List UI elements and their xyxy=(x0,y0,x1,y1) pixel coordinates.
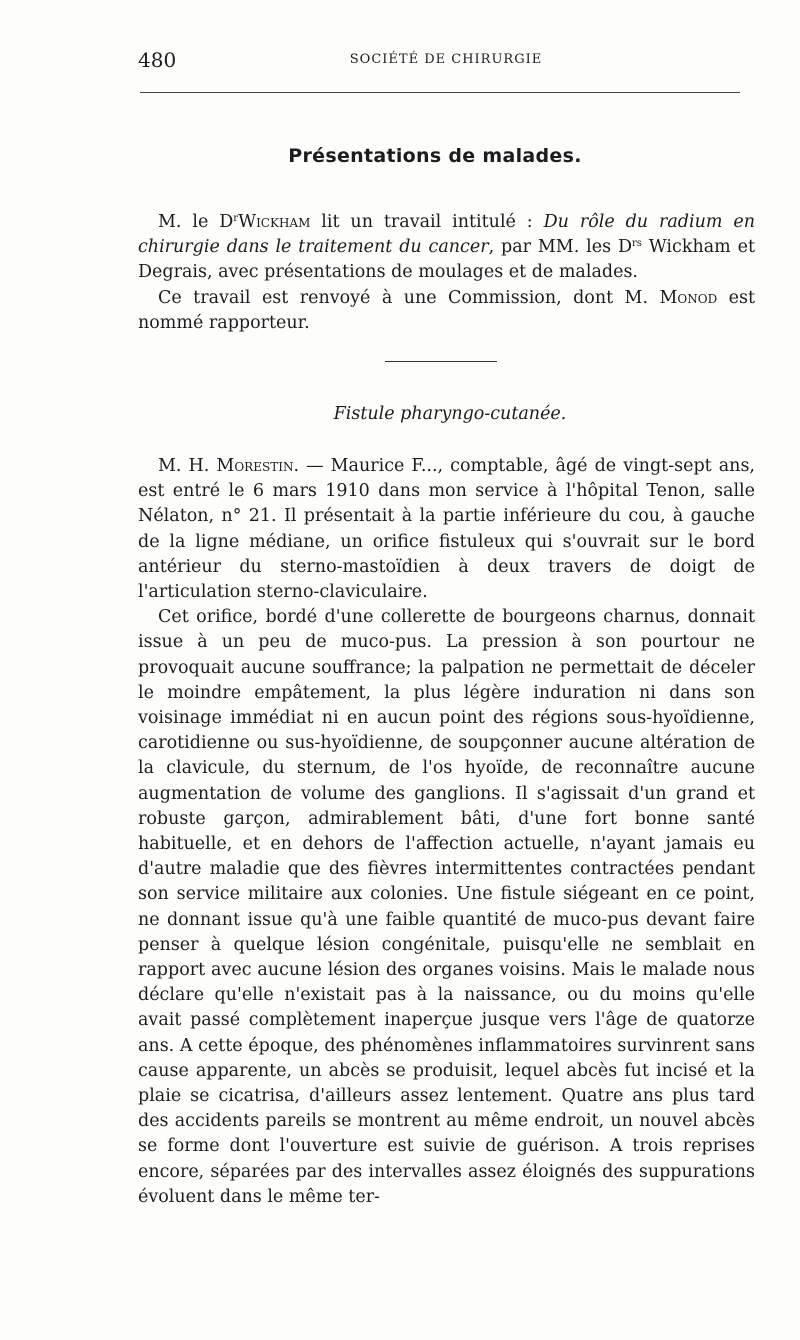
case-paragraph-2: Cet orifice, bordé d'une collerette de bourgeons charnus, donnait issue à un peu de muco-pus. La pression à son pourtour ne provoquait aucune souffrance; la palpation ne permettait de déceler le moindre empâtement, la plus légère induration ni dans son voisinage immédiat ni en aucun point des régions sous-hyoïdienne, carotidienne ou sus-hyoïdienne, de soupçonner aucune altération de la clavicule, du sternum, de l'os hyoïde, de reconnaître aucune augmentation de volume des ganglions. Il s'agissait d'un grand et robuste garçon, admirablement bâti, d'une fort bonne santé habituelle, et en dehors de l'affection actuelle, n'ayant jamais eu d'autre maladie que des fièvres intermittentes contractées pendant son service militaire aux colonies. Une fistule siégeant en ce point, ne donnant issue qu'à une faible quantité de muco-pus devant faire penser à quelque lésion congénitale, puisqu'elle ne semblait en rapport avec aucune lésion des organes voisins. Mais le malade nous déclare qu'elle n'existait pas à la naissance, ou du moins qu'elle avait passé complètement inaperçue jusque vers l'âge de quatorze ans. A cette époque, des phénomènes inflammatoires survinrent sans cause apparente, un abcès se produisit, lequel abcès fut incisé et la plaie se cicatrisa, d'ailleurs assez lentement. Quatre ans plus tard des accidents pareils se montrent au même endroit, un nouvel abcès se forme dont l'ouverture est suivie de guérison. A trois reprises encore, séparées par des intervalles assez éloignés des suppurations évoluent dans le même ter- xyxy=(138,607,755,1207)
referral-start: Ce travail est renvoyé à une Commission, dont M. xyxy=(158,287,660,308)
referral-end: est nommé rapporteur. xyxy=(138,287,755,333)
header-rule xyxy=(140,92,740,93)
case-paragraph-1 xyxy=(138,454,755,605)
referral-name: Monod xyxy=(659,287,718,308)
presentation-verb: lit un travail intitulé : xyxy=(310,212,544,232)
speaker-name: Wickham xyxy=(238,212,311,232)
referral-paragraph xyxy=(138,286,755,336)
running-header xyxy=(138,48,754,72)
case-author-name: Morestin xyxy=(216,456,294,476)
page-number: 480 xyxy=(138,48,177,72)
speaker-prefix: M. le D xyxy=(158,212,234,232)
case-paragraph-1-text: . — Maurice F..., comptable, âgé de vingt-sept ans, est entré le 6 mars 1910 dans mon service à l'hôpital Tenon, salle Nélaton, n° 21. Il présentait à la partie inférieure du cou, à gauche de la ligne médiane, un orifice fistuleux qui s'ouvrait sur le bord antérieur du sterno-mastoïdien à deux travers de doigt de l'articulation sterno-claviculaire. xyxy=(138,456,755,603)
work-title: Du rôle du radium en chirurgie dans le traitement du cancer xyxy=(138,212,755,258)
case-author-prefix: M. H. xyxy=(158,456,217,476)
presentation-block xyxy=(138,210,755,336)
authors: Wickham et Degrais, avec présentations de moulages et de malades. xyxy=(138,237,755,283)
speaker-title-sup: r xyxy=(233,213,239,224)
section-title: Présentations de malades. xyxy=(288,145,582,167)
section-divider xyxy=(385,361,497,362)
case-subtitle: Fistule pharyngo-cutanée. xyxy=(333,404,567,424)
journal-title: SOCIÉTÉ DE CHIRURGIE xyxy=(349,52,543,67)
authors-prefix: , par MM. les D xyxy=(488,237,632,258)
authors-title-sup: rs xyxy=(631,238,642,250)
case-block xyxy=(138,454,755,1210)
presentation-paragraph xyxy=(138,210,755,286)
